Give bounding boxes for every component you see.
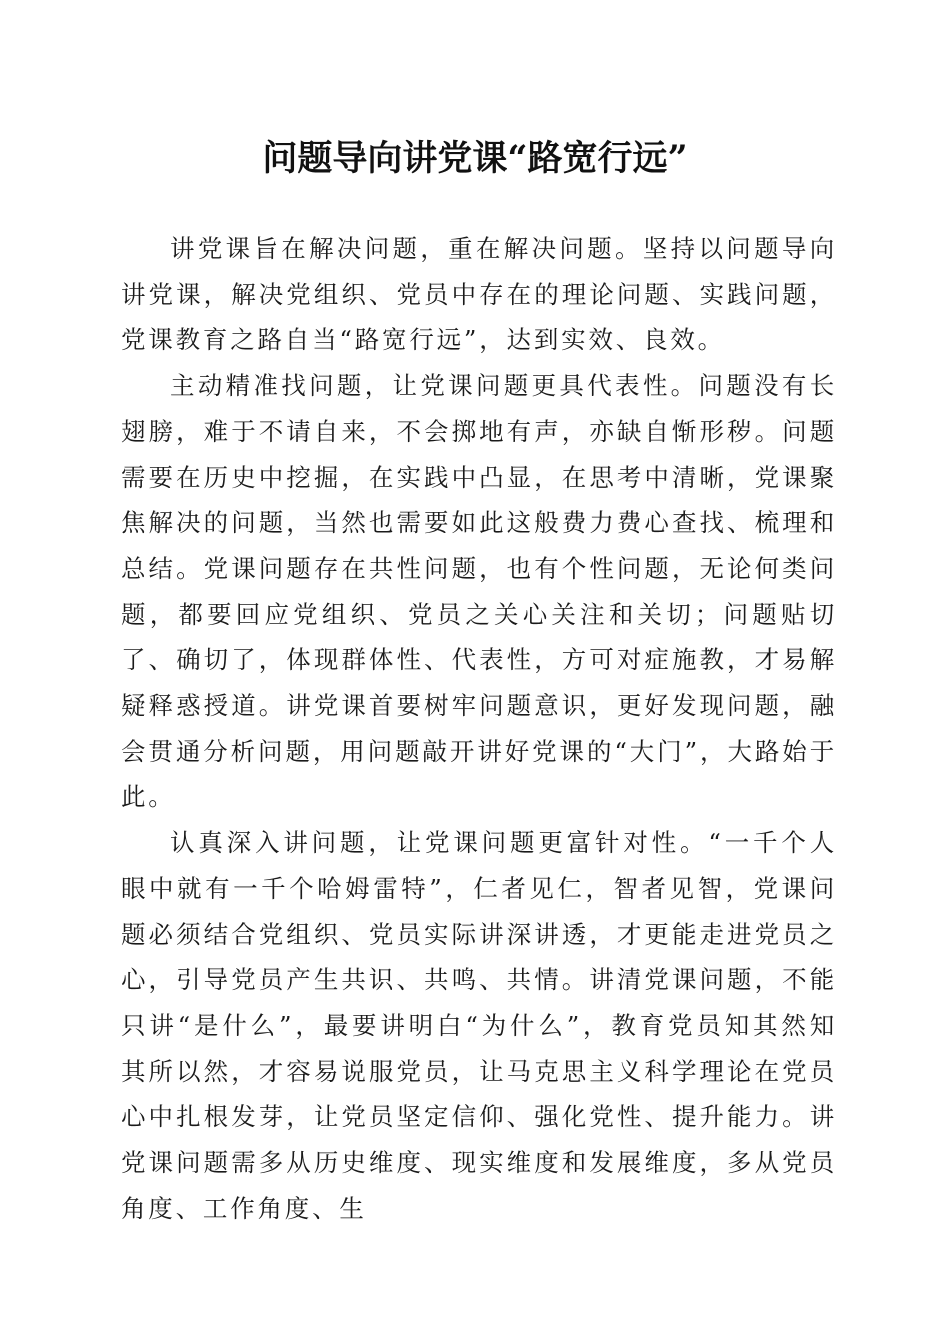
paragraph-3: 认真深入讲问题，让党课问题更富针对性。“一千个人眼中就有一千个哈姆雷特”，仁者见仁，智者见智，党课问题必须结合党组织、党员实际讲深讲透，才更能走进党员之心，引导党员产生共识、共鸣、共情。讲清党课问题，不能只讲“是什么”，最要讲明白“为什么”，教育党员知其然知其所以然，才容易说服党员，让马克思主义科学理论在党员心中扎根发芽，让党员坚定信仰、强化党性、提升能力。讲党课问题需多从历史维度、现实维度和发展维度，多从党员角度、工作角度、生 bbox=[121, 828, 837, 1223]
paragraph-2: 主动精准找问题，让党课问题更具代表性。问题没有长翅膀，难于不请自来，不会掷地有声，亦缺自惭形秽。问题需要在历史中挖掘，在实践中凸显，在思考中清晰，党课聚焦解决的问题，当然也需要如此这般费力费心查找、梳理和总结。党课问题存在共性问题，也有个性问题，无论何类问题，都要回应党组织、党员之关心关注和关切；问题贴切了、确切了，体现群体性、代表性，方可对症施教，才易解疑释惑授道。讲党课首要树牢问题意识，更好发现问题，融会贯通分析问题，用问题敲开讲好党课的“大门”，大路始于此。 bbox=[121, 371, 837, 812]
document-body bbox=[121, 226, 837, 1231]
document-title: 问题导向讲党课“路宽行远” bbox=[262, 138, 688, 179]
paragraph-1: 讲党课旨在解决问题，重在解决问题。坚持以问题导向讲党课，解决党组织、党员中存在的理论问题、实践问题，党课教育之路自当“路宽行远”，达到实效、良效。 bbox=[121, 234, 837, 355]
